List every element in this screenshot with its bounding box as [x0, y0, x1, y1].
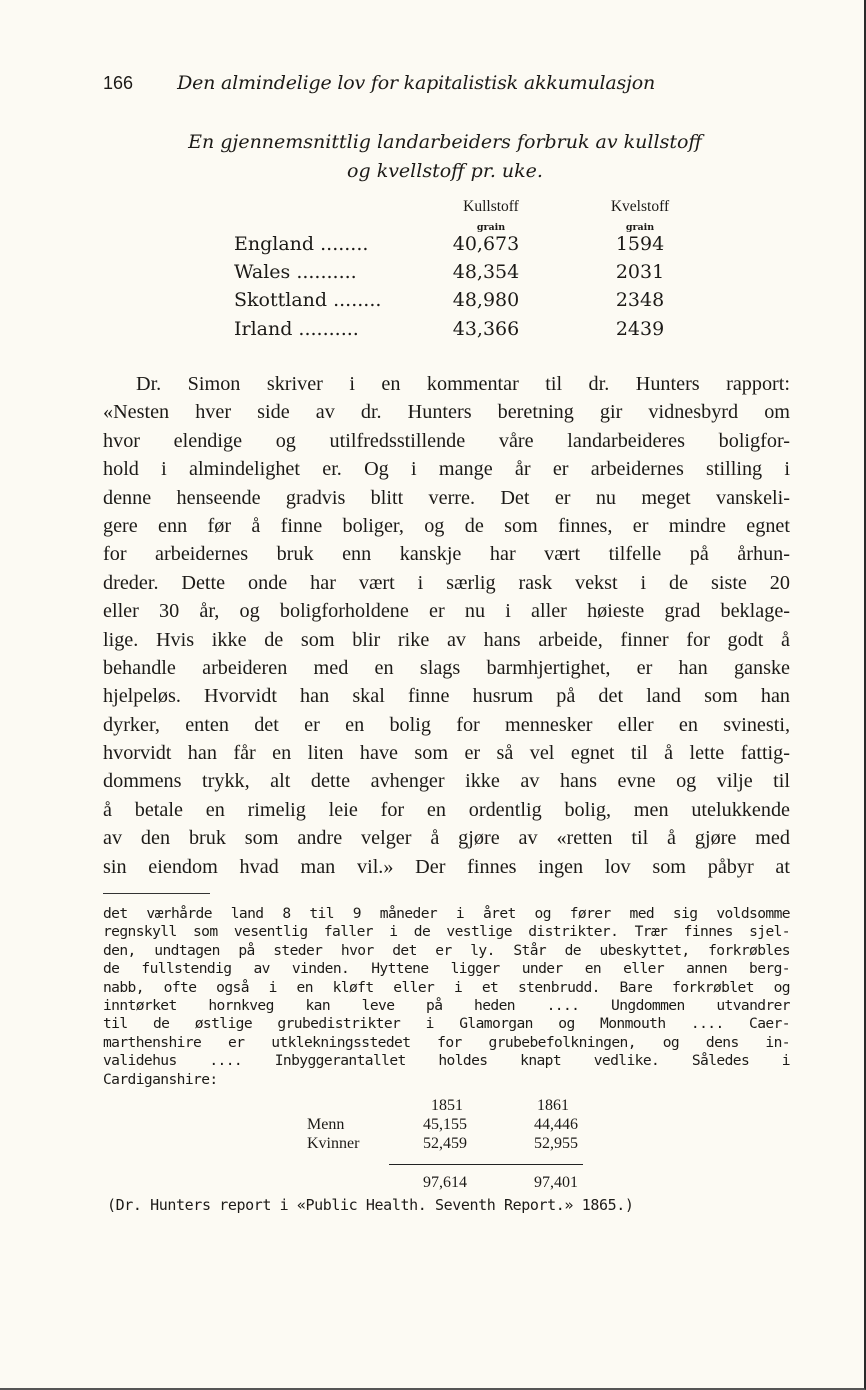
row-country: Wales .......... [234, 261, 357, 283]
column-unit-kullstoff: grain [476, 222, 506, 233]
body-line: for arbeidernes bruk enn kanskje har vært tilfelle på århun- [103, 543, 790, 566]
body-line: hvorvidt han får en liten have som er så vel egnet til å lette fattig- [103, 742, 790, 765]
page-number: 166 [103, 73, 134, 93]
footnote-line: til de østlige grubedistrikter i Glamorgan og Monmouth .... Caer- [103, 1015, 790, 1033]
table-title [100, 128, 790, 186]
row-country: Irland .......... [234, 318, 359, 340]
year-1851: 1851 [431, 1097, 463, 1114]
running-header [103, 72, 803, 94]
row-label-menn: Menn [307, 1116, 345, 1133]
body-line: «Nesten hver side av dr. Hunters beretning gir vidnesbyrd om [103, 401, 790, 424]
body-line: lige. Hvis ikke de som blir rike av hans arbeide, finner for godt å [103, 628, 790, 651]
source-citation: (Dr. Hunters report i «Public Health. Seventh Report.» 1865.) [107, 1196, 634, 1214]
column-unit-kvelstoff: grain [625, 222, 655, 233]
menn-1861: 44,446 [534, 1116, 578, 1133]
footnote-line: de fullstendig av vinden. Hyttene ligger under en eller annen berg- [103, 960, 790, 978]
row-kvelstoff: 2348 [615, 289, 665, 311]
kvinner-1861: 52,955 [534, 1135, 578, 1152]
body-line: dyrker, enten det er en bolig for mennesker eller en svinesti, [103, 713, 790, 736]
footnote-divider [103, 893, 210, 894]
kvinner-1851: 52,459 [423, 1135, 467, 1152]
table-title-line-1: En gjennemsnittlig landarbeiders forbruk av kullstoff [188, 131, 702, 153]
body-line: å betale en rimelig leie for en ordentlig bolig, men utelukkende [103, 798, 790, 821]
body-paragraph [103, 370, 790, 881]
year-1861: 1861 [537, 1097, 569, 1114]
row-country: England ........ [234, 233, 369, 255]
body-line: av den bruk som andre velger å gjøre av «retten til å gjøre med [103, 827, 790, 850]
footnote-line: den, undtagen på steder hvor det er ly. Står de ubeskyttet, forkrøbles [103, 941, 790, 959]
column-header-kvelstoff: Kvelstoff [610, 198, 670, 215]
body-line: behandle arbeideren med en slags barmhjertighet, er han ganske [103, 656, 790, 679]
body-line: dommens trykk, alt dette avhenger ikke av hans evne og vilje til [103, 770, 790, 793]
total-1851: 97,614 [423, 1174, 467, 1191]
row-kullstoff: 48,354 [452, 261, 520, 283]
body-line: sin eiendom hvad man vil.» Der finnes ingen lov som påbyr at [103, 855, 790, 878]
body-line: dreder. Dette onde har vært i særlig rask vekst i de siste 20 [103, 571, 790, 594]
footnote-line: regnskyll som vesentlig faller i de vestlige distrikter. Trær finnes sjel- [103, 923, 790, 941]
row-kvelstoff: 1594 [615, 233, 665, 255]
footnote-line: marthenshire er utklekningsstedet for grubebefolkningen, og dens in- [103, 1033, 790, 1051]
footnote [103, 905, 790, 1089]
row-label-kvinner: Kvinner [307, 1135, 360, 1152]
body-line: hjelpeløs. Hvorvidt han skal finne husrum på det land som han [103, 685, 790, 708]
row-kvelstoff: 2439 [615, 318, 665, 340]
row-kullstoff: 40,673 [452, 233, 520, 255]
row-kullstoff: 43,366 [452, 318, 520, 340]
footnote-line: Cardiganshire: [103, 1070, 218, 1088]
footnote-line: validehus .... Inbyggerantallet holdes knapt vedlike. Således i [103, 1052, 790, 1070]
row-country: Skottland ........ [234, 289, 382, 311]
menn-1851: 45,155 [423, 1116, 467, 1133]
table-title-line-2: og kvellstoff pr. uke. [347, 160, 543, 182]
sum-rule [389, 1164, 583, 1165]
body-line: hold i almindelighet er. Og i mange år er arbeidernes stilling i [103, 458, 790, 481]
body-line: hvor elendige og utilfredsstillende våre landarbeideres boligfor- [103, 429, 790, 452]
running-title: Den almindelige lov for kapitalistisk akkumulasjon [177, 72, 655, 94]
body-line: denne henseende gradvis blitt verre. Det er nu meget vanskeli- [103, 486, 790, 509]
row-kvelstoff: 2031 [615, 261, 665, 283]
footnote-line: inntørket hornkveg kan leve på heden .... Ungdommen utvandrer [103, 996, 790, 1014]
body-line: Dr. Simon skriver i en kommentar til dr. Hunters rapport: [136, 373, 790, 395]
footnote-line: det værhårde land 8 til 9 måneder i året og fører med sig voldsomme [103, 905, 790, 922]
column-header-kullstoff: Kullstoff [463, 198, 519, 215]
row-kullstoff: 48,980 [452, 289, 520, 311]
body-line: gere enn før å finne boliger, og de som finnes, er mindre egnet [103, 514, 790, 537]
footnote-line: nabb, ofte også i en kløft eller i et stenbrudd. Bare forkrøblet og [103, 978, 790, 996]
body-line: eller 30 år, og boligforholdene er nu i aller høieste grad beklage- [103, 600, 790, 623]
total-1861: 97,401 [534, 1174, 578, 1191]
